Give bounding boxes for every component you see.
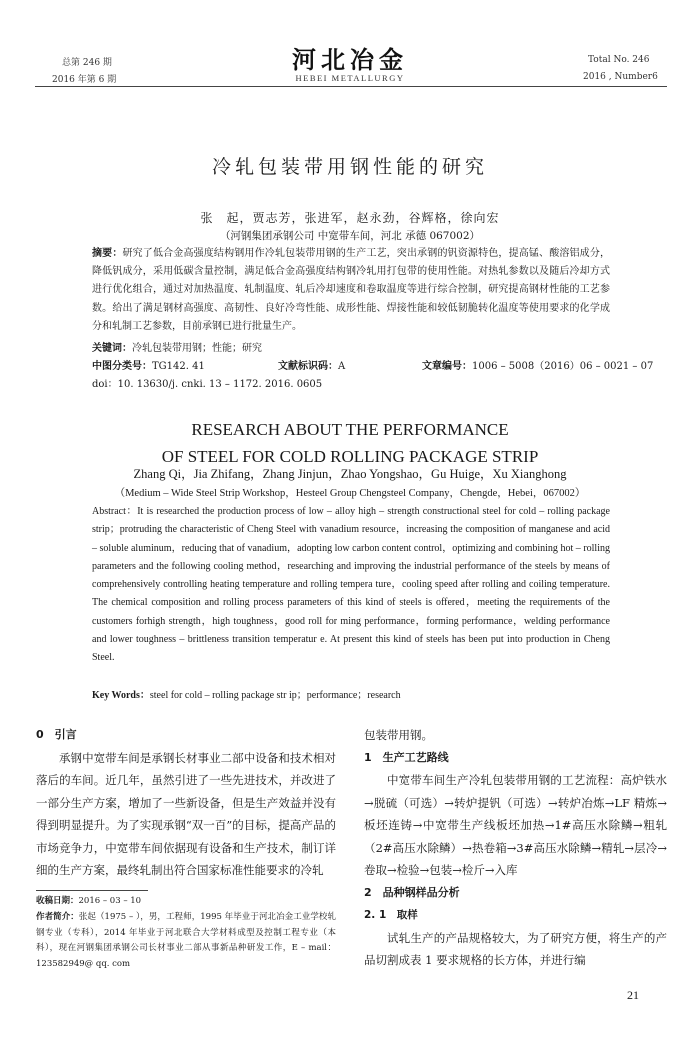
section-1-heading: 1 生产工艺路线	[364, 750, 449, 764]
section-2-heading: 2 品种钢样品分析	[364, 885, 460, 899]
title-en-line2: OF STEEL FOR COLD ROLLING PACKAGE STRIP	[161, 447, 539, 466]
page-number: 21	[627, 988, 639, 1002]
keywords-cn-text: 冷轧包装带用钢；性能；研究	[132, 343, 262, 354]
section-0-text: 承钢中宽带车间是承钢长材事业二部中设备和技术相对落后的车间。近几年，虽然引进了一些先进技术，并改进了一部分生产方案，增加了一些新设备，但是生产效益并没有得到明显提升。为了实现承钢“双一百”的目标，提高产品的市场竞争力，中宽带车间依据现有设备和生产技术，制订详细的生产方案，最终轧制出符合国家标准性能要求的冷轧	[36, 750, 336, 877]
title-en-line1: RESEARCH ABOUT THE PERFORMANCE	[191, 420, 509, 439]
issue-total-cn: 总第 246 期	[62, 58, 112, 68]
issue-number-en: 2016 , Number6	[583, 72, 658, 82]
right-column	[364, 724, 667, 972]
affiliation-cn: （河钢集团承钢公司 中宽带车间，河北 承德 067002）	[219, 230, 481, 242]
section-2-1-text: 试轧生产的产品规格较大，为了研究方便，将生产的产品切割成表 1 要求规格的长方体，并进行编	[364, 930, 667, 967]
section-2-1-heading: 2. 1 取样	[364, 909, 418, 921]
keywords-en-text: steel for cold – rolling package str ip；performance；research	[149, 690, 401, 701]
section-0-continuation: 包装带用钢。	[364, 728, 433, 742]
article-title-cn: 冷轧包装带用钢性能的研究	[211, 156, 488, 178]
section-0-heading: 0 引言	[36, 728, 77, 741]
abstract-en-text: It is researched the production process of low – alloy high – strength constructional steel for cold – rolling package strip；protruding the characteristic of Cheng Steel with vanadium resource，increasing the composition of manganese and acid – soluble aluminum，reducing that of vanadium，adopting low carbon content control，optimizing and combining hot – rolling parameters and the following cooling method，researching and improving the industrial performance of the steels by means of comprehensively controlling heating temperature and rolling tempera ture，cooling speed after rolling and coiling temperature. The chemical composition and rolling process parameters of this kind of steels is offered，meeting the requirements of the customers forhigh strength，high toughness，good roll for ming performance，forming performance，welding performance and lower toughness – brittleness transition temperatur e. At present this kind of steels has been put into production in Cheng Steel.	[92, 506, 610, 664]
abstract-cn-label: 摘要：	[92, 248, 123, 259]
received-date: 收稿日期：2016 – 03 – 10	[36, 896, 142, 906]
authors-cn: 张 起，贾志芳，张进军，赵永劲，谷辉格，徐向宏	[200, 211, 500, 225]
abstract-cn	[92, 245, 610, 336]
doi: doi：10. 13630/j. cnki. 13 – 1172. 2016. 0605	[92, 379, 323, 390]
clc-number: 中图分类号：TG142. 41	[92, 361, 205, 372]
classification-row	[92, 357, 654, 373]
keywords-en-label: Key Words：	[92, 690, 150, 701]
section-1-text: 中宽带车间生产冷轧包装带用钢的工艺流程：高炉铁水→脱硫（可选）→转炉提钒（可选）→转炉冶炼→LF 精炼→板坯连铸→中宽带生产线板坯加热→1#高压水除鳞→粗轧（2#高压水除鳞）→热卷箱→3#高压水除鳞→精轧→层冷→卷取→检验→包装→检斤→入库	[364, 773, 667, 877]
issue-year-cn: 2016 年第 6 期	[52, 75, 117, 85]
footnote-rule	[36, 890, 148, 891]
header-rule	[35, 86, 667, 87]
journal-name-en: HEBEI METALLURGY	[295, 73, 405, 83]
article-title-en	[0, 416, 700, 470]
keywords-cn-label: 关键词：	[92, 343, 132, 354]
authors-en: Zhang Qi，Jia Zhifang，Zhang Jinjun，Zhao Yongshao，Gu Huige，Xu Xianghong	[133, 467, 567, 481]
author-bio: 作者简介：张起（1975 – ），男，工程师，1995 年毕业于河北冶金工业学校轧钢专业（专科），2014 年毕业于河北联合大学材料成型及控制工程专业（本科），现在河钢集团承钢公司长材事业二部从事新品种研发工作，E – mail：123582949@ qq. com	[36, 912, 336, 969]
article-number: 文章编号：1006 – 5008（2016）06 – 0021 – 07	[422, 361, 654, 372]
abstract-cn-text: 研究了低合金高强度结构钢用作冷轧包装带用钢的生产工艺，突出承钢的钒资源特色，提高锰、酸溶铝成分，降低钒成分，采用低碳含量控制，满足低合金高强度结构钢冷轧用打包带的使用性能。对热轧参数以及随后冷却方式进行优化组合，通过对加热温度、轧制温度、轧后冷却速度和卷取温度等进行综合控制，研究提高钢材性能的工艺参数。给出了满足钢材高强度、高韧性、良好冷弯性能、成形性能、焊接性能和较低韧脆转化温度等使用要求的化学成分和轧制工艺参数，目前承钢已进行批量生产。	[92, 248, 611, 332]
total-number-en: Total No. 246	[588, 55, 650, 65]
document-code: 文献标识码：A	[278, 361, 346, 372]
journal-logo: 河北冶金	[292, 45, 408, 74]
abstract-en	[92, 503, 610, 668]
left-column	[36, 724, 336, 882]
abstract-en-label: Abstract：	[92, 506, 138, 517]
affiliation-en: （Medium – Wide Steel Strip Workshop，Hesteel Group Chengsteel Company，Chengde，Hebei，067002）	[114, 488, 586, 499]
keywords-cn	[92, 339, 610, 354]
keywords-en	[92, 686, 610, 701]
